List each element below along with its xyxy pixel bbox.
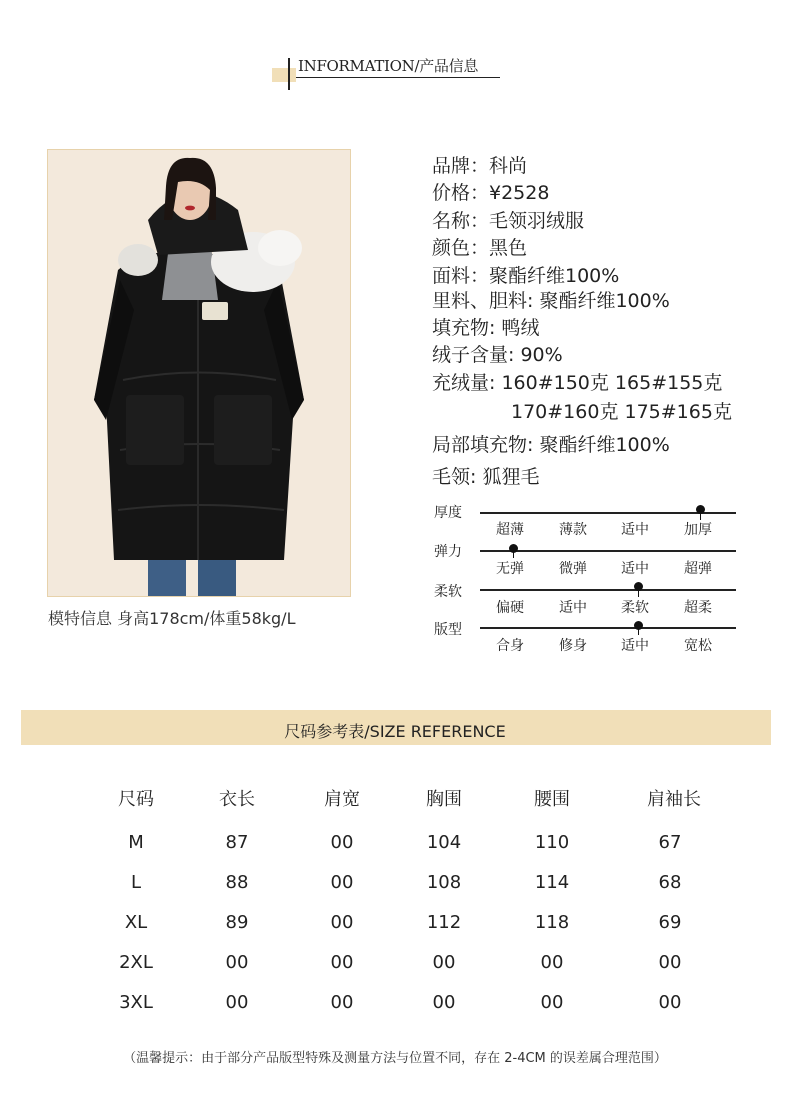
- measurement-note: （温馨提示：由于部分产品版型特殊及测量方法与位置不同，存在 2-4CM 的误差属合理范围）: [123, 1051, 667, 1066]
- info-color: 颜色：黑色: [432, 237, 528, 259]
- table-cell: 00: [330, 992, 354, 1013]
- table-cell: 104: [426, 832, 462, 853]
- info-lining: 里料、胆料: 聚酯纤维100%: [432, 290, 670, 312]
- model-illustration: [48, 150, 350, 596]
- scale-marker-thickness: [696, 505, 705, 514]
- table-cell: 00: [658, 952, 682, 973]
- table-cell: 118: [534, 912, 570, 933]
- table-cell: 00: [658, 992, 682, 1013]
- table-cell: 68: [658, 872, 682, 893]
- table-cell: 87: [225, 832, 249, 853]
- info-brand: 品牌：科尚: [432, 155, 528, 177]
- table-header-cell: 衣长: [219, 789, 255, 810]
- table-cell: 00: [330, 832, 354, 853]
- table-cell: 112: [426, 912, 462, 933]
- info-partial-filling: 局部填充物: 聚酯纤维100%: [432, 434, 670, 456]
- scale-label-thickness: 厚度: [434, 505, 462, 521]
- table-header-cell: 腰围: [534, 789, 570, 810]
- info-filling: 填充物: 鸭绒: [432, 317, 540, 339]
- info-name: 名称：毛领羽绒服: [432, 210, 585, 232]
- scale-option: 柔软: [621, 600, 649, 616]
- header-underline: [296, 77, 500, 78]
- size-reference-title: 尺码参考表/SIZE REFERENCE: [284, 722, 506, 741]
- table-header-cell: 肩宽: [324, 789, 360, 810]
- table-cell: 3XL: [119, 992, 153, 1013]
- model-photo: [47, 149, 351, 597]
- scale-line-softness: [480, 589, 736, 591]
- scale-option: 适中: [559, 600, 587, 616]
- section-title-information: INFORMATION/产品信息: [298, 57, 479, 75]
- scale-option: 薄款: [559, 522, 587, 538]
- scale-option: 适中: [621, 522, 649, 538]
- table-cell: XL: [124, 912, 148, 933]
- scale-option: 偏硬: [496, 600, 524, 616]
- table-cell: 00: [540, 992, 564, 1013]
- info-fabric: 面料：聚酯纤维100%: [432, 265, 620, 287]
- scale-option: 加厚: [684, 522, 712, 538]
- table-cell: 00: [330, 872, 354, 893]
- table-cell: 67: [658, 832, 682, 853]
- table-cell: L: [130, 872, 142, 893]
- scale-option: 适中: [621, 561, 649, 577]
- scale-option: 合身: [496, 638, 524, 654]
- table-header-cell: 尺码: [118, 789, 154, 810]
- scale-option: 微弹: [559, 561, 587, 577]
- table-header-cell: 肩袖长: [647, 789, 701, 810]
- table-cell: 2XL: [119, 952, 153, 973]
- scale-line-fit: [480, 627, 736, 629]
- table-cell: M: [128, 832, 144, 853]
- scale-marker-elasticity: [509, 544, 518, 553]
- scale-option: 超弹: [684, 561, 712, 577]
- scale-option: 无弹: [496, 561, 524, 577]
- table-cell: 00: [330, 912, 354, 933]
- scale-marker-fit: [634, 621, 643, 630]
- info-price: 价格：¥2528: [432, 182, 550, 204]
- table-cell: 88: [225, 872, 249, 893]
- table-cell: 114: [534, 872, 570, 893]
- scale-label-fit: 版型: [434, 622, 462, 638]
- scale-line-elasticity: [480, 550, 736, 552]
- info-fill-weight: 充绒量: 160#150克 165#155克: [432, 372, 723, 394]
- table-cell: 00: [330, 952, 354, 973]
- table-cell: 89: [225, 912, 249, 933]
- table-cell: 00: [432, 992, 456, 1013]
- table-cell: 00: [540, 952, 564, 973]
- table-cell: 108: [426, 872, 462, 893]
- info-down-content: 绒子含量: 90%: [432, 344, 563, 366]
- scale-option: 适中: [621, 638, 649, 654]
- table-header-cell: 胸围: [426, 789, 462, 810]
- info-fill-weight-cont: 170#160克 175#165克: [511, 401, 732, 423]
- table-cell: 00: [432, 952, 456, 973]
- scale-option: 修身: [559, 638, 587, 654]
- header-vertical-bar: [288, 58, 290, 90]
- table-cell: 00: [225, 952, 249, 973]
- model-info-caption: 模特信息 身高178cm/体重58kg/L: [48, 609, 296, 628]
- scale-marker-softness: [634, 582, 643, 591]
- scale-label-elasticity: 弹力: [434, 544, 462, 560]
- info-collar: 毛领: 狐狸毛: [432, 466, 540, 488]
- table-cell: 69: [658, 912, 682, 933]
- scale-option: 超柔: [684, 600, 712, 616]
- header-accent-block: [272, 68, 296, 82]
- scale-option: 宽松: [684, 638, 712, 654]
- scale-option: 超薄: [496, 522, 524, 538]
- scale-label-softness: 柔软: [434, 584, 462, 600]
- table-cell: 00: [225, 992, 249, 1013]
- table-cell: 110: [534, 832, 570, 853]
